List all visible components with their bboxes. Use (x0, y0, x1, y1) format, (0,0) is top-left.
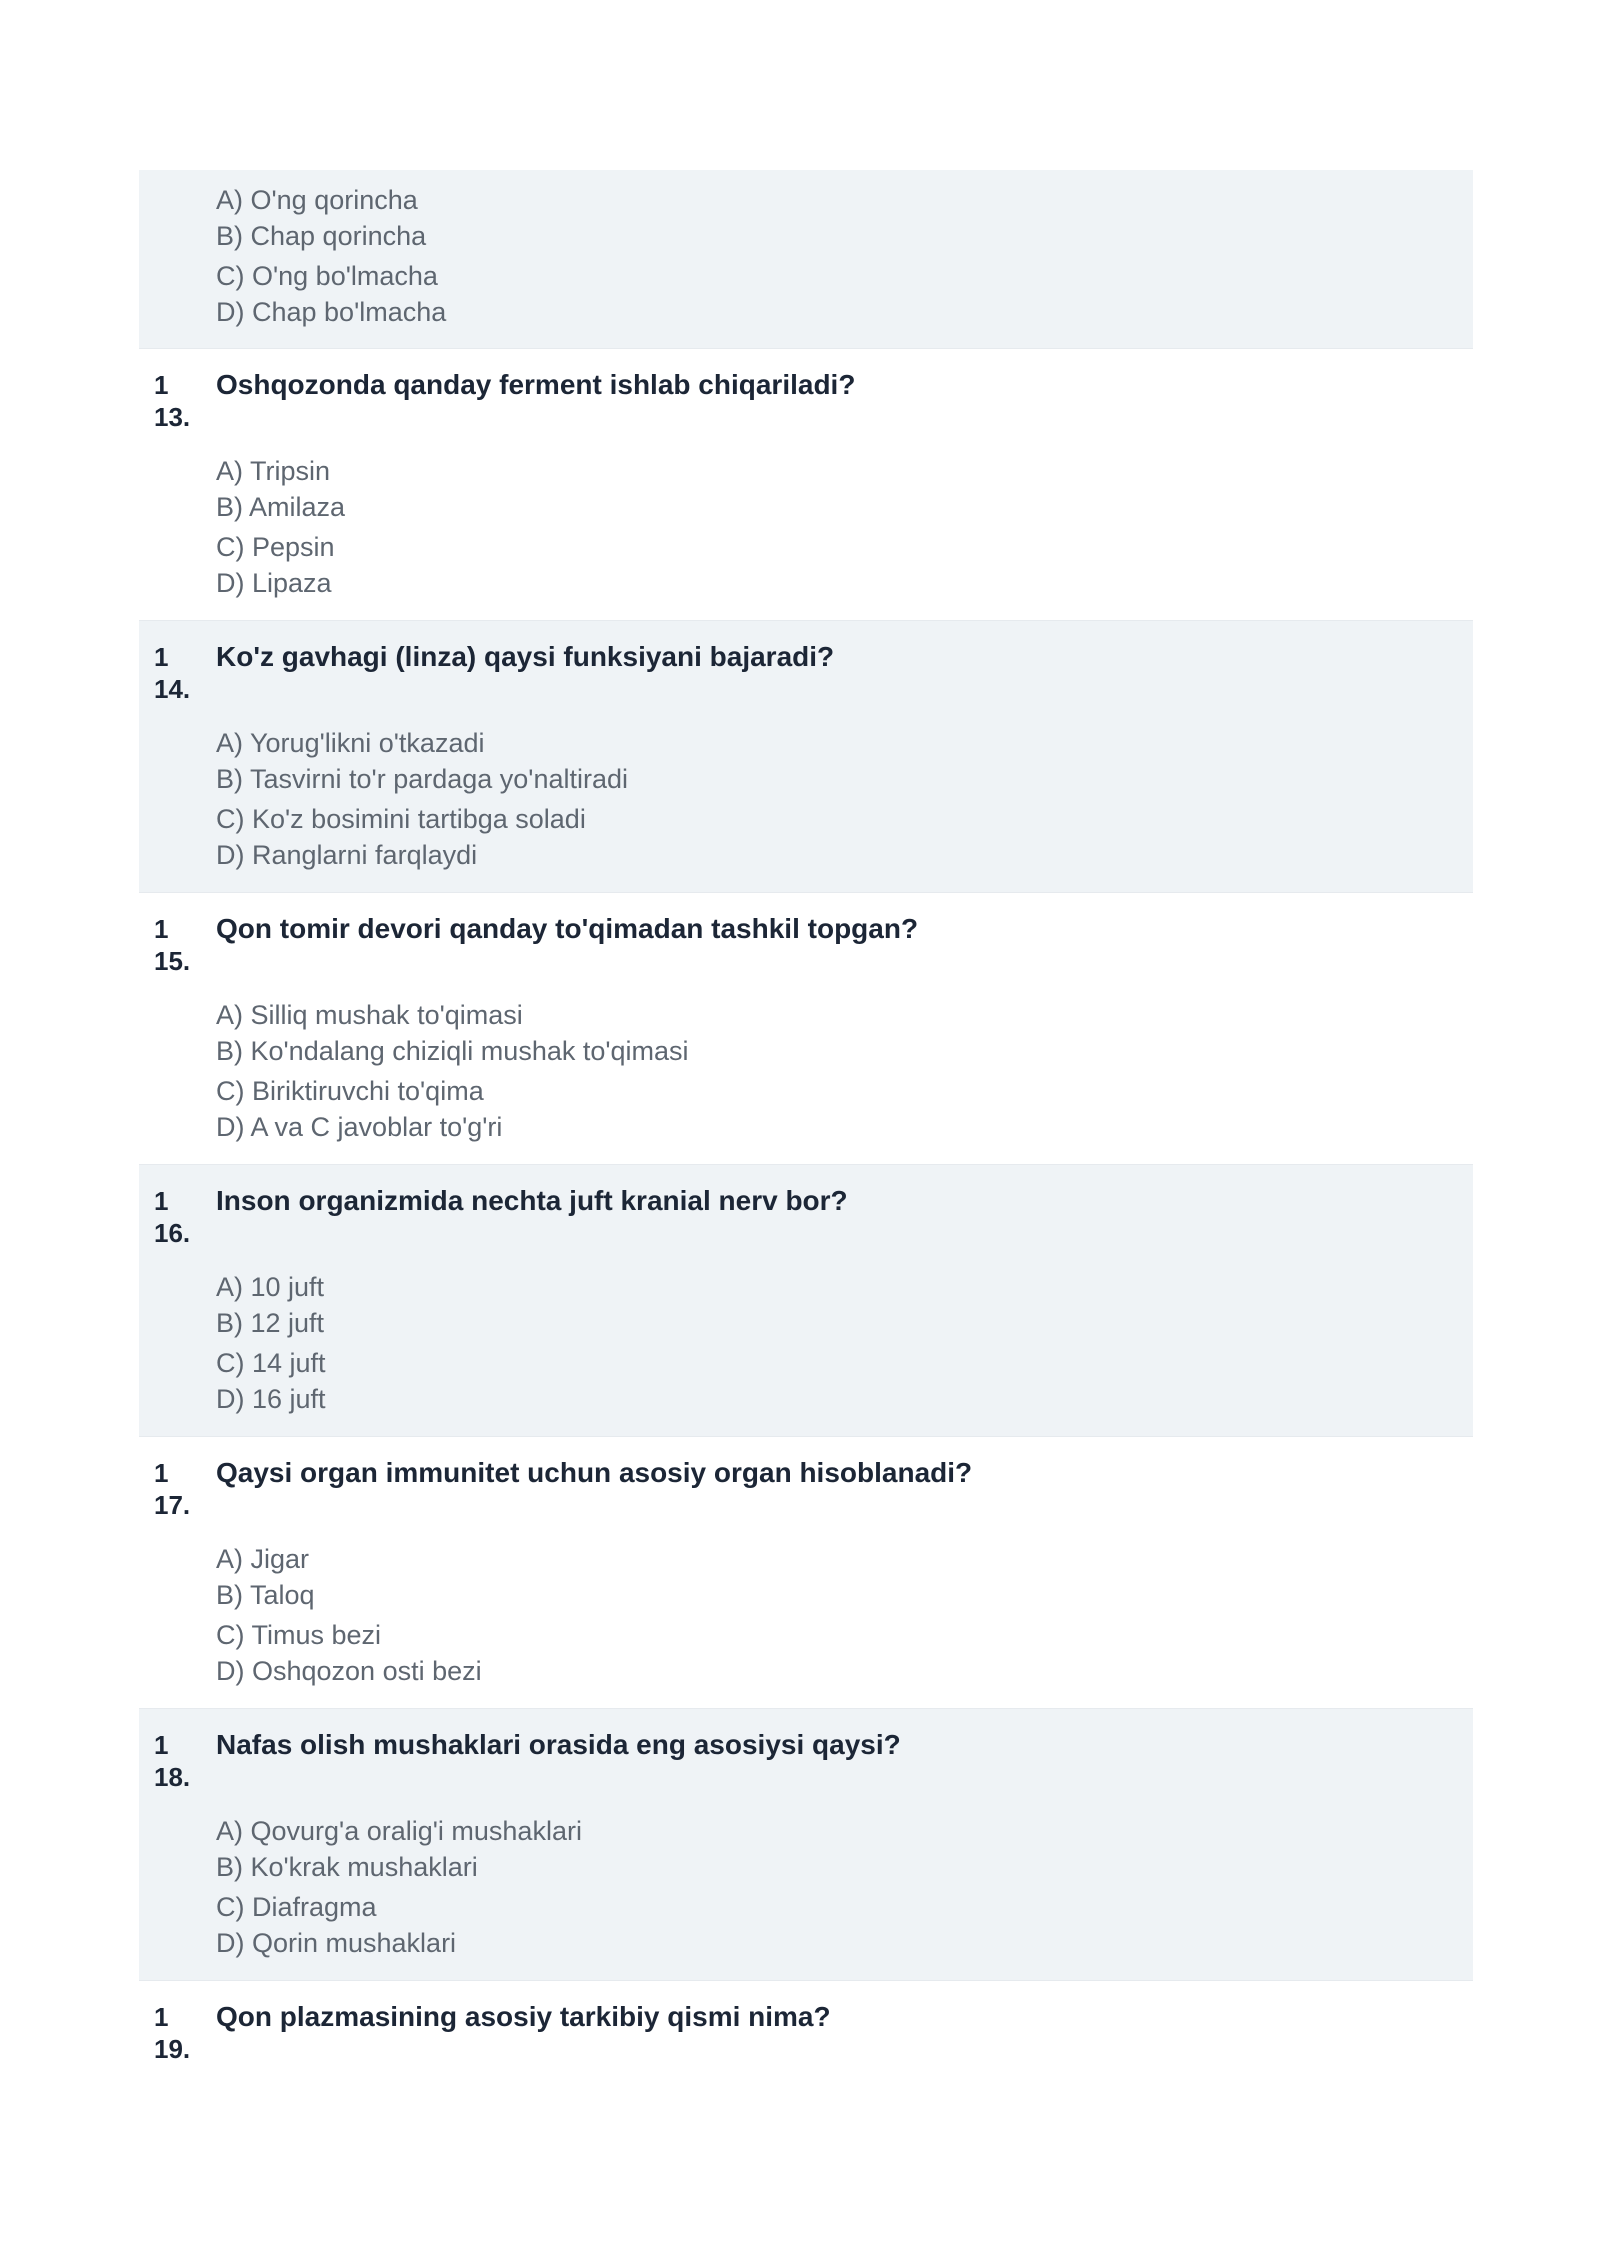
option-a: A) O'ng qorincha (216, 185, 418, 215)
question-number: 1 15. (154, 914, 191, 976)
option-c: C) Biriktiruvchi to'qima (216, 1076, 484, 1106)
question-text: Nafas olish mushaklari orasida eng asosiysi qaysi? (216, 1729, 901, 1760)
question-text: Oshqozonda qanday ferment ishlab chiqariladi? (216, 369, 856, 400)
question-text: Qaysi organ immunitet uchun asosiy organ hisoblanadi? (216, 1457, 973, 1488)
option-d: D) Ranglarni farqlaydi (216, 840, 478, 870)
option-d: D) Qorin mushaklari (216, 1928, 457, 1958)
option-c: C) O'ng bo'lmacha (216, 261, 438, 291)
question-number: 1 17. (154, 1458, 191, 1520)
options-list (216, 453, 345, 601)
option-d: D) A va C javoblar to'g'ri (216, 1112, 503, 1142)
option-b: B) 12 juft (216, 1308, 325, 1338)
option-a: A) Yorug'likni o'tkazadi (216, 728, 485, 758)
question-number: 1 19. (154, 2002, 191, 2064)
option-b: B) Ko'ndalang chiziqli mushak to'qimasi (216, 1036, 689, 1066)
options-list (216, 182, 446, 330)
option-d: D) 16 juft (216, 1384, 326, 1414)
quiz-item-17 (139, 1436, 1473, 1708)
options-list (216, 1541, 482, 1689)
option-a: A) Qovurg'a oralig'i mushaklari (216, 1816, 582, 1846)
option-c: C) 14 juft (216, 1348, 326, 1378)
question-number: 1 14. (154, 642, 191, 704)
quiz-item-16 (139, 1164, 1473, 1436)
option-b: B) Amilaza (216, 492, 346, 522)
option-d: D) Oshqozon osti bezi (216, 1656, 482, 1686)
option-c: C) Ko'z bosimini tartibga soladi (216, 804, 586, 834)
quiz-item-15 (139, 892, 1473, 1164)
option-a: A) Silliq mushak to'qimasi (216, 1000, 523, 1030)
question-text: Qon plazmasining asosiy tarkibiy qismi nima? (216, 2001, 831, 2032)
option-a: A) 10 juft (216, 1272, 325, 1302)
question-text: Ko'z gavhagi (linza) qaysi funksiyani bajaradi? (216, 641, 835, 672)
question-number: 1 13. (154, 370, 191, 432)
option-a: A) Tripsin (216, 456, 331, 486)
option-b: B) Ko'krak mushaklari (216, 1852, 478, 1882)
quiz-item-18 (139, 1708, 1473, 1980)
options-list (216, 1269, 326, 1417)
options-list (216, 997, 689, 1145)
quiz-item-12 (139, 170, 1473, 348)
option-c: C) Diafragma (216, 1892, 377, 1922)
question-number: 1 18. (154, 1730, 191, 1792)
option-b: B) Taloq (216, 1580, 315, 1610)
quiz-item-19 (139, 1980, 1473, 2090)
option-b: B) Chap qorincha (216, 221, 427, 251)
option-d: D) Lipaza (216, 568, 332, 598)
question-text: Qon tomir devori qanday to'qimadan tashkil topgan? (216, 913, 919, 944)
option-a: A) Jigar (216, 1544, 310, 1574)
question-text: Inson organizmida nechta juft kranial nerv bor? (216, 1185, 848, 1216)
question-number: 1 16. (154, 1186, 191, 1248)
option-c: C) Pepsin (216, 532, 335, 562)
options-list (216, 1813, 582, 1961)
quiz-item-13 (139, 348, 1473, 620)
option-d: D) Chap bo'lmacha (216, 297, 447, 327)
option-b: B) Tasvirni to'r pardaga yo'naltiradi (216, 764, 629, 794)
quiz-list (139, 170, 1473, 2090)
option-c: C) Timus bezi (216, 1620, 382, 1650)
quiz-item-14 (139, 620, 1473, 892)
options-list (216, 725, 628, 873)
